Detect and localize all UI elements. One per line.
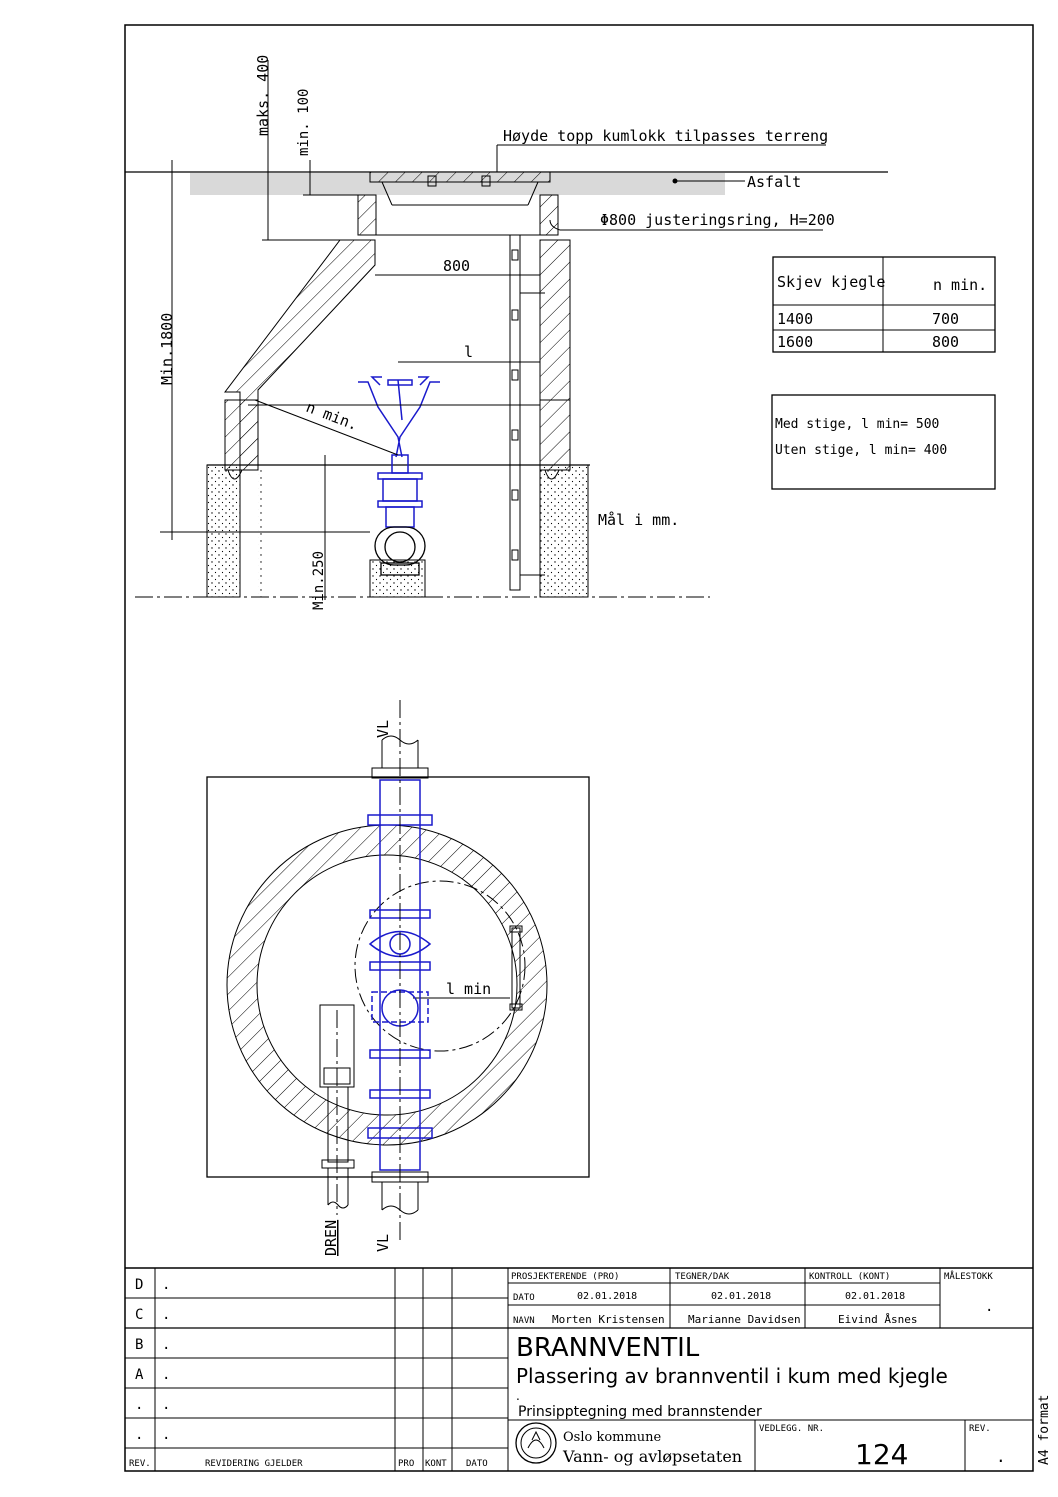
vl-label-top: VL [374, 719, 392, 738]
ladder-note-line: Uten stige, l min= 400 [775, 443, 948, 458]
dim-maks-400: maks. 400 [254, 54, 272, 136]
vedlegg-label: VEDLEGG. NR. [759, 1424, 825, 1434]
ladder-note-box [772, 395, 995, 489]
revision-code: B [135, 1337, 144, 1353]
dren-label: DREN [322, 1219, 340, 1256]
dim-min-1800: Min.1800 [158, 312, 176, 385]
oslo-kommune-logo [516, 1423, 556, 1463]
rev-footer-label: REVIDERING GJELDER [205, 1459, 303, 1469]
drawing-subtitle-dot: . [516, 1389, 520, 1403]
vl-label-bottom: VL [374, 1233, 392, 1252]
project-label: PROSJEKTERENDE (PRO) [511, 1272, 620, 1282]
revision-text: . [162, 1277, 171, 1293]
asfalt-label: Asfalt [747, 173, 802, 191]
ladder-note-line: Med stige, l min= 500 [775, 417, 940, 432]
scale-value: . [985, 1299, 994, 1315]
scale-label: MÅLESTOKK [944, 1272, 993, 1282]
top-note: Høyde topp kumlokk tilpasses terreng [503, 127, 829, 145]
dim-l: l [464, 343, 474, 361]
dim-min-250: Min.250 [311, 550, 327, 610]
control-date: 02.01.2018 [845, 1291, 906, 1302]
cone-table-cell: 700 [932, 310, 960, 328]
org-department: Vann- og avløpsetaten [563, 1447, 743, 1466]
ring-label: Φ800 justeringsring, H=200 [600, 211, 835, 229]
rev-footer-label: REV. [129, 1459, 151, 1469]
revision-text: . [162, 1427, 171, 1443]
dim-n-min: n min. [303, 397, 361, 435]
dim-min-100: min. 100 [296, 88, 312, 156]
dato-label: DATO [513, 1293, 535, 1303]
revision-text: . [162, 1367, 171, 1383]
revision-code: . [135, 1397, 144, 1413]
rev-footer-label: KONT [425, 1459, 447, 1469]
drawing-subtitle: Plassering av brannventil i kum med kjegle [516, 1364, 948, 1388]
project-date: 02.01.2018 [577, 1291, 638, 1302]
cone-table-header-1: Skjev kjegle [777, 273, 886, 291]
control-label: KONTROLL (KONT) [809, 1272, 891, 1282]
cone-table-cell: 800 [932, 333, 960, 351]
revision-code: D [135, 1277, 144, 1293]
sheet-format: A4 format [1037, 1394, 1052, 1465]
vedlegg-number: 124 [855, 1438, 909, 1471]
revision-code: C [135, 1307, 144, 1323]
units-note: Mål i mm. [598, 511, 680, 529]
revision-text: . [162, 1337, 171, 1353]
drawer-label: TEGNER/DAK [675, 1272, 730, 1282]
plan-view [207, 700, 589, 1240]
rev-footer-label: DATO [466, 1459, 488, 1469]
project-name: Morten Kristensen [552, 1313, 665, 1326]
drawing-title: BRANNVENTIL [516, 1333, 700, 1363]
control-name: Eivind Åsnes [838, 1313, 918, 1326]
revision-text: . [162, 1397, 171, 1413]
drawing-subtitle-2: Prinsipptegning med brannstender [518, 1404, 762, 1420]
cone-table-cell: 1600 [777, 333, 814, 351]
revision-text: . [162, 1307, 171, 1323]
dim-800: 800 [443, 257, 471, 275]
drawer-date: 02.01.2018 [711, 1291, 772, 1302]
revision-code: A [135, 1367, 144, 1383]
revision-code: . [135, 1427, 144, 1443]
navn-label: NAVN [513, 1316, 535, 1326]
sheet-frame [125, 25, 1033, 1471]
rev-label: REV. [969, 1424, 991, 1434]
cone-table-cell: 1400 [777, 310, 814, 328]
l-min-label: l min [446, 980, 492, 998]
rev-footer-label: PRO [398, 1459, 415, 1469]
drawer-name: Marianne Davidsen [688, 1313, 801, 1326]
rev-value: . [996, 1447, 1006, 1466]
org-name: Oslo kommune [563, 1430, 662, 1445]
cone-table-header-2: n min. [933, 276, 988, 294]
